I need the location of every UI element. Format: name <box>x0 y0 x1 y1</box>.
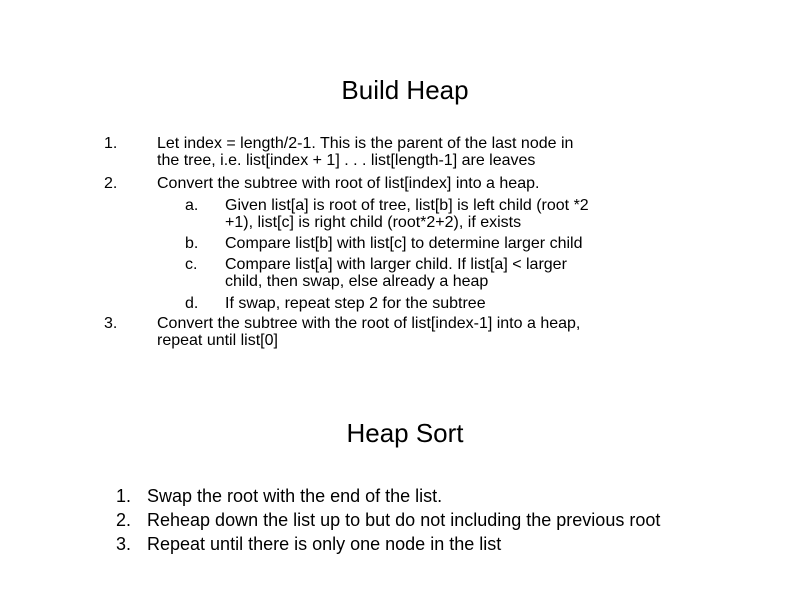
build-heap-steps <box>0 135 810 349</box>
step-text <box>225 256 645 290</box>
step-line: Compare list[a] with larger child. If list[a] < larger <box>225 256 567 273</box>
step-number: c. <box>185 256 198 273</box>
step-line: repeat until list[0] <box>157 332 278 349</box>
step-line: Convert the subtree with the root of list[index-1] into a heap, <box>157 315 581 332</box>
step-text <box>157 315 657 349</box>
step-line: Given list[a] is root of tree, list[b] is left child (root *2 <box>225 197 589 214</box>
step-line: +1), list[c] is right child (root*2+2), if exists <box>225 214 522 231</box>
build-substep-a <box>0 197 810 235</box>
step-number: 3. <box>104 315 118 332</box>
step-line: the tree, i.e. list[index + 1] . . . list[length-1] are leaves <box>157 152 536 169</box>
step-number: b. <box>185 235 199 252</box>
build-heap-title: Build Heap <box>341 75 469 105</box>
step-text <box>157 135 657 169</box>
step-number: 2. <box>104 175 118 192</box>
sort-step-2 <box>0 508 810 532</box>
step-line: child, then swap, else already a heap <box>225 273 489 290</box>
build-substep-c <box>0 256 810 295</box>
step-text <box>225 197 645 231</box>
heap-sort-title: Heap Sort <box>346 418 464 448</box>
step-text: Swap the root with the end of the list. <box>147 486 443 506</box>
step-number: 1. <box>116 486 132 506</box>
sort-step-3 <box>0 532 810 556</box>
step-number: 1. <box>104 135 118 152</box>
build-substep-b <box>0 235 810 256</box>
build-substep-d <box>0 295 810 315</box>
sort-step-1 <box>0 484 810 508</box>
build-step-1 <box>0 135 810 169</box>
step-text: Convert the subtree with root of list[index] into a heap. <box>157 175 540 192</box>
step-line: Let index = length/2-1. This is the parent of the last node in <box>157 135 574 152</box>
step-text: Repeat until there is only one node in the list <box>147 534 502 554</box>
build-step-3 <box>0 315 810 349</box>
step-number: d. <box>185 295 199 312</box>
step-text: Reheap down the list up to but do not including the previous root <box>147 510 661 530</box>
build-step-2 <box>0 175 810 197</box>
step-number: 2. <box>116 510 132 530</box>
heap-sort-steps <box>0 484 810 556</box>
step-number: 3. <box>116 534 132 554</box>
step-text: Compare list[b] with list[c] to determine larger child <box>225 235 583 252</box>
step-number: a. <box>185 197 199 214</box>
step-text: If swap, repeat step 2 for the subtree <box>225 295 486 312</box>
